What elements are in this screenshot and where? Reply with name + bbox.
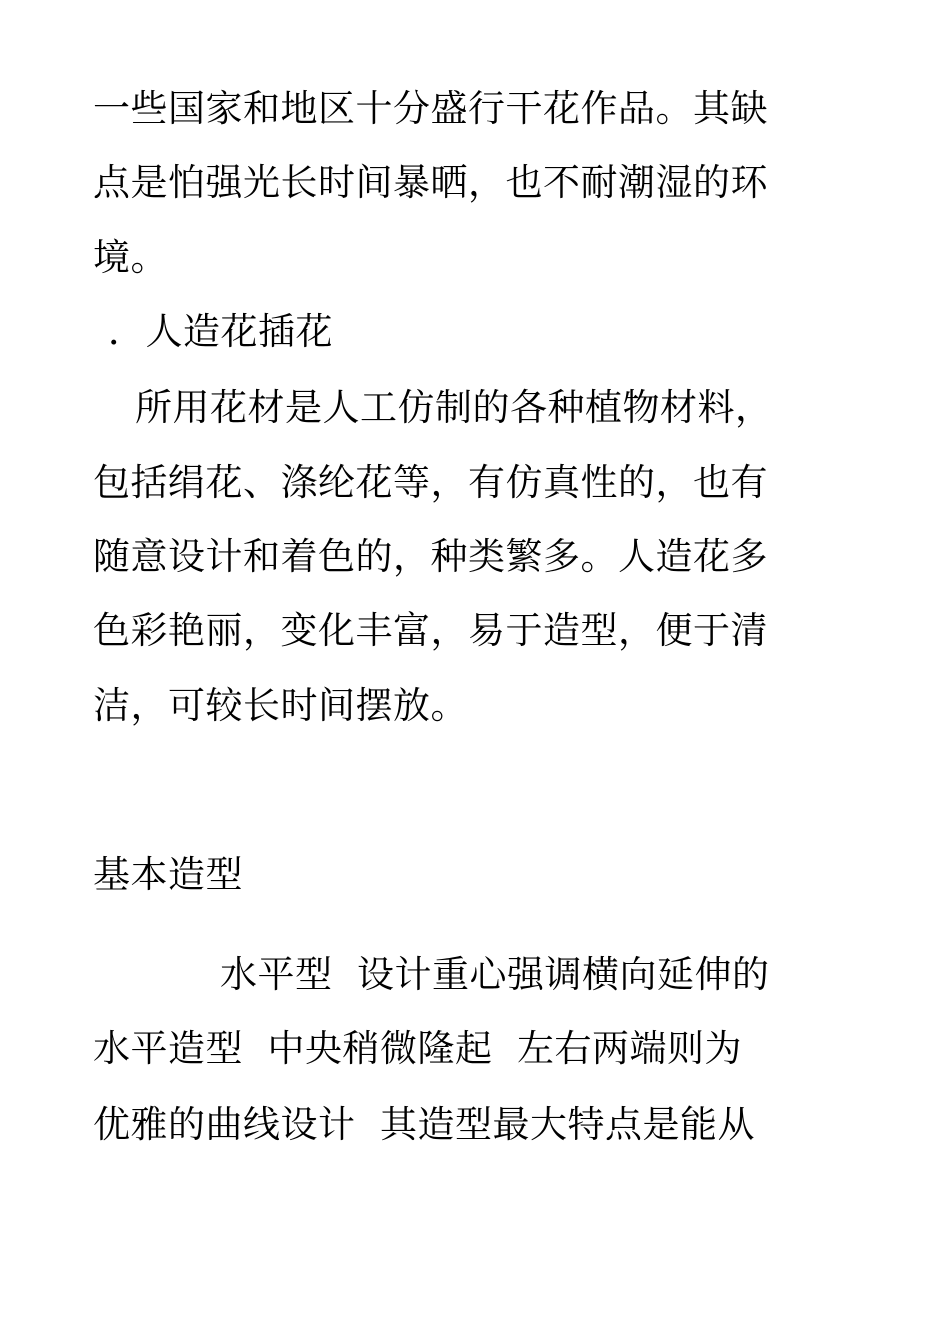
paragraph-line: 优雅的曲线设计 其造型最大特点是能从	[93, 1103, 756, 1146]
paragraph-line: 洁，可较长时间摆放。	[93, 684, 468, 727]
paragraph-line: 随意设计和着色的，种类繁多。人造花多	[93, 535, 768, 578]
subheading: 基本造型	[93, 853, 243, 896]
paragraph-line: 一些国家和地区十分盛行干花作品。其缺	[93, 87, 768, 130]
paragraph-line: 所用花材是人工仿制的各种植物材料，	[135, 386, 773, 429]
paragraph-line: 水平型 设计重心强调横向延伸的	[220, 953, 770, 996]
paragraph-line: 境。	[93, 236, 168, 279]
paragraph-line: 水平造型 中央稍微隆起 左右两端则为	[93, 1027, 743, 1070]
paragraph-line: 包括绢花、涤纶花等，有仿真性的，也有	[93, 461, 768, 504]
paragraph-line: 点是怕强光长时间暴晒，也不耐潮湿的环	[93, 161, 768, 204]
section-heading: ．人造花插花	[108, 310, 333, 353]
paragraph-line: 色彩艳丽，变化丰富，易于造型，便于清	[93, 609, 768, 652]
